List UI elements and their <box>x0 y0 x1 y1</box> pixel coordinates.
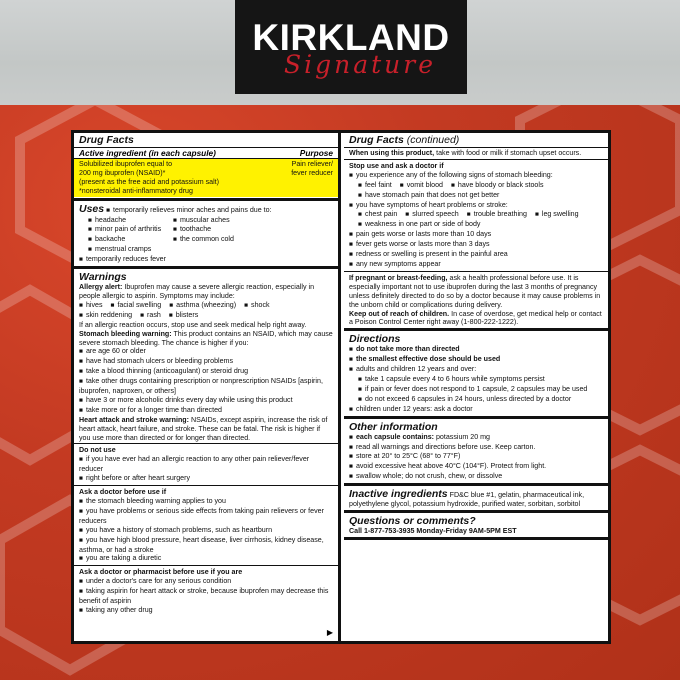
symptom: ■ shock <box>244 301 269 311</box>
continued-title <box>344 134 608 148</box>
adult-direction-item: ■ do not exceed 6 capsules in 24 hours, unless directed by a doctor <box>349 395 603 405</box>
when-using-text: take with food or milk if stomach upset occurs. <box>436 149 582 157</box>
stomach-item: ■ take other drugs containing prescription or nonprescription NSAIDs [aspirin, ibuprofen, naproxen, or others] <box>79 377 333 396</box>
uses-list <box>79 216 333 256</box>
continued-suffix: (continued) <box>406 134 460 146</box>
direction-bold-item: ■ do not take more than directed <box>349 345 603 355</box>
inactive-heading: Inactive ingredients <box>349 488 448 501</box>
stop-heart-intro: ■ you have symptoms of heart problems or stroke: <box>349 201 603 211</box>
adult-direction-item: ■ if pain or fever does not respond to 1 capsule, 2 capsules may be used <box>349 385 603 395</box>
brand-name: KIRKLAND <box>252 17 450 58</box>
pregnancy-section <box>344 272 608 331</box>
ingredient-line: *nonsteroidal anti-inflammatory drug <box>79 186 193 195</box>
purpose-heading: Purpose <box>299 148 333 158</box>
active-ingredient-header <box>74 148 338 159</box>
symptom: ■ skin reddening <box>79 311 132 321</box>
do-not-use-item: ■ right before or after heart surgery <box>79 474 333 484</box>
pregnant-text: ask a health professional before use. It is especially important not to use ibuprofen during the last 3 months of pregnancy unless definitely directed to do so by a doctor because it may cause problems in the unborn child or complications during delivery. <box>349 273 601 309</box>
ask-doctor-item: ■ you are taking a diuretic <box>79 554 333 564</box>
use-item: ■ the common cold <box>173 235 333 245</box>
symptom: ■ blisters <box>169 311 198 321</box>
each-capsule-text: potassium 20 mg <box>435 432 491 441</box>
active-ingredient-highlight <box>74 159 338 197</box>
allergy-symptoms <box>79 301 333 321</box>
brand-signature: Signature <box>283 50 437 79</box>
other-info-heading: Other information <box>349 420 438 433</box>
reach-text: In case of overdose, get medical help or contact a Poison Control Center right away (1-800-222-1222). <box>349 309 602 327</box>
heart-symptom: ■ weakness in one part or side of body <box>358 220 480 230</box>
drug-facts-left-column <box>74 133 341 641</box>
heart-symptom: ■ leg swelling <box>535 210 579 220</box>
stop-heart-list <box>349 210 603 230</box>
each-capsule-label: each capsule contains: <box>355 432 434 441</box>
ask-doctor-item: ■ you have a history of stomach problems, such as heartburn <box>79 526 333 536</box>
stop-other-item: ■ any new symptoms appear <box>349 260 603 270</box>
inactive-ingredients-section <box>344 486 608 513</box>
stop-use-section <box>344 160 608 272</box>
symptom: ■ asthma (wheezing) <box>169 301 236 311</box>
symptom: ■ rash <box>140 311 161 321</box>
stomach-label: Stomach bleeding warning: <box>79 329 172 338</box>
continued-header-section <box>344 133 608 160</box>
do-not-use-heading: Do not use <box>79 446 116 455</box>
stomach-item: ■ have 3 or more alcoholic drinks every day while using this product <box>79 396 333 406</box>
ask-doctor-item: ■ you have problems or serious side effects from taking pain relievers or fever reducers <box>79 507 333 526</box>
drug-facts-right-column <box>344 133 608 641</box>
use-item: ■ minor pain of arthritis <box>88 225 173 235</box>
bleeding-sign: ■ feel faint <box>358 181 392 191</box>
other-info-item: ■ read all warnings and directions before use. Keep carton. <box>349 443 603 453</box>
bleeding-sign: ■ have stomach pain that does not get better <box>358 191 499 201</box>
direction-bold-item: ■ the smallest effective dose should be used <box>349 355 603 365</box>
purpose-line: fever reducer <box>291 168 333 177</box>
ask-doctor-item: ■ you have high blood pressure, heart disease, liver cirrhosis, kidney disease, asthma, or had a stroke <box>79 536 333 555</box>
questions-phone: Call 1-877-753-3935 Monday-Friday 9AM-5PM EST <box>349 527 517 536</box>
stop-bleeding-intro: ■ you experience any of the following signs of stomach bleeding: <box>349 171 603 181</box>
stomach-item: ■ are age 60 or older <box>79 347 333 357</box>
bleeding-sign: ■ have bloody or black stools <box>451 181 544 191</box>
allergy-after: If an allergic reaction occurs, stop use and seek medical help right away. <box>79 320 307 329</box>
heart-symptom: ■ slurred speech <box>405 210 458 220</box>
allergy-label: Allergy alert: <box>79 283 123 292</box>
active-ingredient-section <box>74 133 338 201</box>
uses-intro: ■ temporarily relieves minor aches and pains due to: <box>106 206 271 214</box>
symptom: ■ facial swelling <box>111 301 162 311</box>
warnings-section <box>74 269 338 444</box>
other-info-item: ■ store at 20° to 25°C (68° to 77°F) <box>349 452 603 462</box>
stomach-item: ■ have had stomach ulcers or bleeding problems <box>79 357 333 367</box>
drug-facts-title: Drug Facts <box>74 134 338 148</box>
directions-heading: Directions <box>349 333 401 346</box>
continue-arrow-icon: ▶ <box>326 628 333 637</box>
ask-pharmacist-item: ■ under a doctor's care for any serious condition <box>79 577 333 587</box>
stomach-item: ■ take a blood thinning (anticoagulant) or steroid drug <box>79 367 333 377</box>
ingredient-line: Solubilized ibuprofen equal to <box>79 160 173 168</box>
directions-section <box>344 331 608 418</box>
use-item: ■ headache <box>88 216 173 226</box>
stop-other-item: ■ pain gets worse or lasts more than 10 days <box>349 230 603 240</box>
children-directions: ■ children under 12 years: ask a doctor <box>349 405 603 415</box>
other-info-section <box>344 419 608 487</box>
allergy-text: Ibuprofen may cause a severe allergic reaction, especially in people allergic to aspirin. Symptoms may include: <box>79 283 315 300</box>
ask-doctor-heading: Ask a doctor before use if <box>79 488 167 497</box>
stop-other-item: ■ fever gets worse or lasts more than 3 days <box>349 240 603 250</box>
warnings-heading: Warnings <box>79 271 127 284</box>
ask-pharmacist-heading: Ask a doctor or pharmacist before use if you are <box>79 568 243 577</box>
drug-facts-panel <box>71 130 611 644</box>
uses-fever: ■ temporarily reduces fever <box>79 255 333 265</box>
pregnant-label: If pregnant or breast-feeding, <box>349 273 448 282</box>
ask-pharmacist-item: ■ taking any other drug <box>79 606 333 616</box>
uses-heading: Uses <box>79 202 105 215</box>
adult-direction-item: ■ take 1 capsule every 4 to 6 hours while symptoms persist <box>349 375 603 385</box>
use-item: ■ toothache <box>173 225 333 235</box>
heart-text: NSAIDs, except aspirin, increase the risk of heart attack, heart failure, and stroke. These can be fatal. The risk is higher if you use more than directed or for longer than directed. <box>79 415 328 442</box>
purpose-line: Pain reliever/ <box>291 160 333 168</box>
when-using-label: When using this product, <box>349 149 435 157</box>
use-item: ■ menstrual cramps <box>88 245 173 255</box>
stop-bleeding-list <box>349 181 603 201</box>
ingredient-line: (present as the free acid and potassium salt) <box>79 177 219 186</box>
stomach-text: This product contains an NSAID, which may cause severe stomach bleeding. The chance is higher if you: <box>79 329 333 347</box>
uses-section <box>74 201 338 269</box>
stop-use-heading: Stop use and ask a doctor if <box>349 161 444 170</box>
use-item: ■ muscular aches <box>173 216 333 226</box>
continued-title-text: Drug Facts <box>349 134 404 146</box>
other-info-item: ■ swallow whole; do not crush, chew, or dissolve <box>349 472 603 482</box>
heart-symptom: ■ trouble breathing <box>467 210 527 220</box>
questions-heading: Questions or comments? <box>349 515 476 528</box>
ask-doctor-item: ■ the stomach bleeding warning applies to you <box>79 497 333 507</box>
adults-directions: ■ adults and children 12 years and over: <box>349 365 603 375</box>
ask-doctor-section <box>74 486 338 566</box>
ingredient-line: 200 mg ibuprofen (NSAID)* <box>79 168 166 177</box>
do-not-use-section <box>74 444 338 486</box>
symptom: ■ hives <box>79 301 103 311</box>
heart-label: Heart attack and stroke warning: <box>79 415 189 424</box>
ask-pharmacist-item: ■ taking aspirin for heart attack or stroke, because ibuprofen may decrease this benefit of aspirin <box>79 587 333 606</box>
stop-other-item: ■ redness or swelling is present in the painful area <box>349 250 603 260</box>
active-ingredient-heading: Active ingredient (in each capsule) <box>79 148 216 158</box>
ask-pharmacist-section <box>74 566 338 617</box>
use-item: ■ backache <box>88 235 173 245</box>
heart-symptom: ■ chest pain <box>358 210 397 220</box>
other-info-item: ■ avoid excessive heat above 40°C (104°F). Protect from light. <box>349 462 603 472</box>
questions-section <box>344 513 608 540</box>
inactive-text: FD&C blue #1, gelatin, pharmaceutical ink, polyethylene glycol, potassium hydroxide, purified water, sorbitan, sorbitol <box>349 491 585 509</box>
reach-label: Keep out of reach of children. <box>349 309 450 318</box>
do-not-use-item: ■ if you have ever had an allergic reaction to any other pain reliever/fever reducer <box>79 455 333 474</box>
stomach-item: ■ take more or for a longer time than directed <box>79 406 333 416</box>
kirkland-logo <box>235 0 467 94</box>
bleeding-sign: ■ vomit blood <box>400 181 443 191</box>
